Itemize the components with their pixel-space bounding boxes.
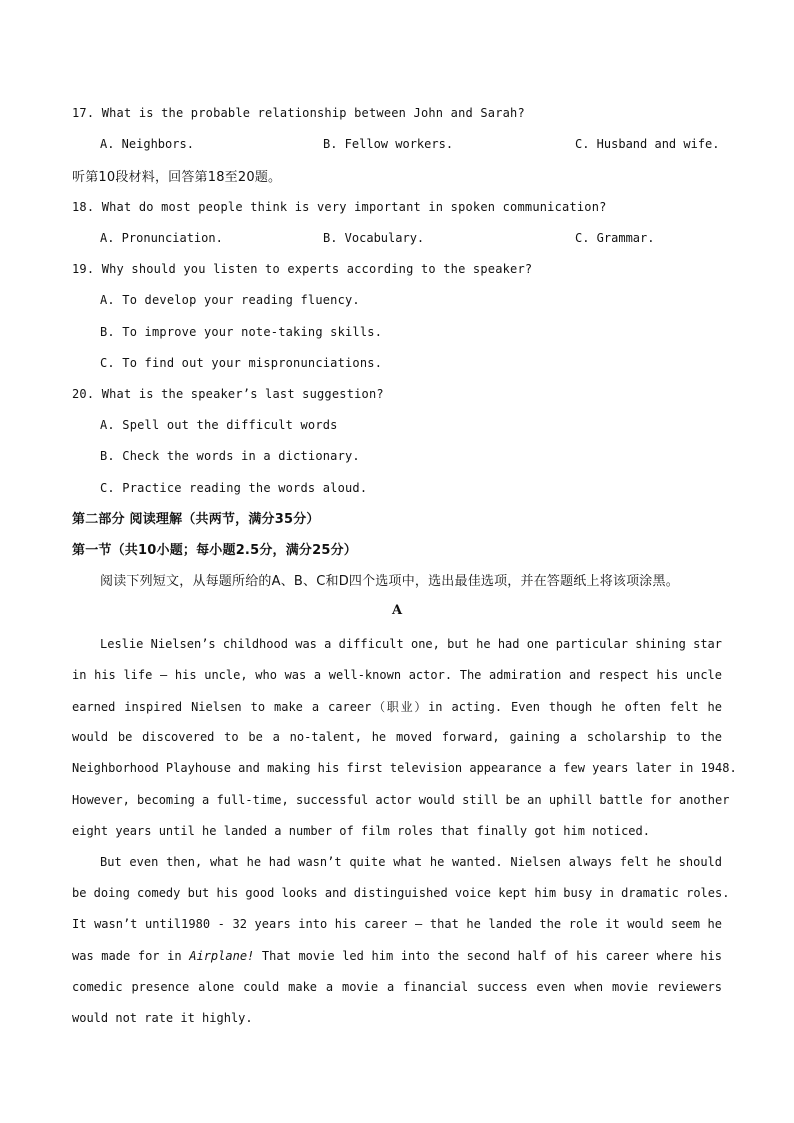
p1-line-1: Leslie Nielsen’s childhood was a difficult one, but he had one particular shining star bbox=[100, 637, 722, 651]
passage-label: A bbox=[391, 603, 403, 618]
section-1-heading: 第一节（共10小题；每小题2.5分，满分25分） bbox=[72, 543, 358, 558]
p1-line-4: would be discovered to be a no-talent, he moved forward, gaining a scholarship to the bbox=[72, 730, 722, 744]
question-17: 17. What is the probable relationship between John and Sarah? bbox=[72, 106, 525, 120]
p1-line-5: Neighborhood Playhouse and making his first television appearance a few years later in 1948. bbox=[72, 761, 737, 775]
reading-instruction: 阅读下列短文，从每题所给的A、B、C和D四个选项中，选出最佳选项，并在答题纸上将该项涂黑。 bbox=[100, 574, 679, 589]
q19-option-b: B. To improve your note-taking skills. bbox=[100, 325, 383, 339]
part-2-heading: 第二部分 阅读理解（共两节，满分35分） bbox=[72, 512, 320, 527]
p2-line-6: would not rate it highly. bbox=[72, 1011, 253, 1025]
movie-title-airplane: Airplane! bbox=[189, 949, 255, 963]
q17-option-a: A. Neighbors. bbox=[100, 137, 194, 151]
q18-option-a: A. Pronunciation. bbox=[100, 231, 223, 245]
q17-option-b: B. Fellow workers. bbox=[323, 137, 454, 151]
question-19: 19. Why should you listen to experts according to the speaker? bbox=[72, 262, 533, 276]
p1-line-3: earned inspired Nielsen to make a career（职业）in acting. Even though he often felt he bbox=[72, 700, 722, 714]
q17-option-c: C. Husband and wife. bbox=[575, 137, 720, 151]
p1-line-2: in his life — his uncle, who was a well-known actor. The admiration and respect his uncle bbox=[72, 668, 722, 682]
q18-option-b: B. Vocabulary. bbox=[323, 231, 425, 245]
p2-line-1: But even then, what he had wasn’t quite what he wanted. Nielsen always felt he should bbox=[100, 855, 722, 869]
question-18: 18. What do most people think is very important in spoken communication? bbox=[72, 200, 607, 214]
q20-option-a: A. Spell out the difficult words bbox=[100, 418, 338, 432]
p1-line-6: However, becoming a full-time, successful actor would still be an uphill battle for another bbox=[72, 793, 730, 807]
q19-option-c: C. To find out your mispronunciations. bbox=[100, 356, 383, 370]
p2-line-5: comedic presence alone could make a movie a financial success even when movie reviewers bbox=[72, 980, 722, 994]
question-20: 20. What is the speaker’s last suggestion? bbox=[72, 387, 384, 401]
q20-option-b: B. Check the words in a dictionary. bbox=[100, 449, 360, 463]
q19-option-a: A. To develop your reading fluency. bbox=[100, 293, 360, 307]
p2-line-2: be doing comedy but his good looks and distinguished voice kept him busy in dramatic roles. bbox=[72, 886, 730, 900]
q18-option-c: C. Grammar. bbox=[575, 231, 655, 245]
p2-line-3: It wasn’t until1980 - 32 years into his career — that he landed the role it would seem he bbox=[72, 917, 722, 931]
q20-option-c: C. Practice reading the words aloud. bbox=[100, 481, 368, 495]
p2-line-4-post: That movie led him into the second half of his career where his bbox=[254, 949, 723, 963]
section-10-instruction: 听第10段材料，回答第18至20题。 bbox=[72, 170, 282, 185]
p1-line-7: eight years until he landed a number of film roles that finally got him noticed. bbox=[72, 824, 650, 838]
p2-line-4 bbox=[72, 949, 722, 963]
p2-line-4-pre: was made for in bbox=[72, 949, 190, 963]
